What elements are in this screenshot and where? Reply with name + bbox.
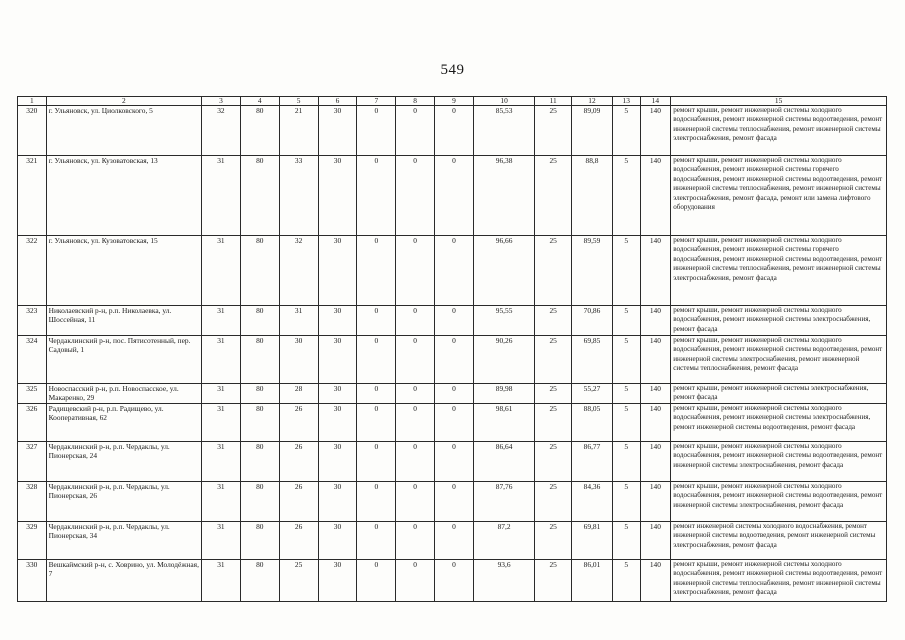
value-cell: 0 bbox=[435, 156, 474, 236]
value-cell: 25 bbox=[535, 156, 572, 236]
value-cell: 80 bbox=[240, 481, 279, 521]
column-header: 7 bbox=[357, 97, 396, 106]
value-cell: 30 bbox=[318, 481, 357, 521]
value-cell: 140 bbox=[640, 559, 671, 601]
value-cell: 33 bbox=[279, 156, 318, 236]
value-cell: 80 bbox=[240, 306, 279, 336]
value-cell: 26 bbox=[279, 403, 318, 441]
value-cell: 30 bbox=[318, 403, 357, 441]
table-row bbox=[18, 559, 887, 601]
value-cell: 25 bbox=[535, 306, 572, 336]
value-cell: 31 bbox=[202, 481, 241, 521]
address-cell: Чердаклинский р-н, р.п. Чердаклы, ул. Пионерская, 34 bbox=[46, 521, 201, 559]
value-cell: 80 bbox=[240, 441, 279, 481]
value-cell: 31 bbox=[202, 403, 241, 441]
value-cell: 140 bbox=[640, 236, 671, 306]
value-cell: 31 bbox=[202, 156, 241, 236]
row-number-cell: 325 bbox=[18, 384, 47, 404]
column-header: 1 bbox=[18, 97, 47, 106]
value-cell: 25 bbox=[535, 336, 572, 384]
value-cell: 0 bbox=[396, 441, 435, 481]
value-cell: 85,53 bbox=[473, 106, 534, 156]
value-cell: 0 bbox=[435, 521, 474, 559]
value-cell: 30 bbox=[318, 384, 357, 404]
value-cell: 55,27 bbox=[572, 384, 613, 404]
value-cell: 0 bbox=[357, 336, 396, 384]
value-cell: 25 bbox=[535, 521, 572, 559]
value-cell: 0 bbox=[435, 336, 474, 384]
value-cell: 80 bbox=[240, 521, 279, 559]
column-header: 2 bbox=[46, 97, 201, 106]
works-cell: ремонт крыши, ремонт инженерной системы холодного водоснабжения, ремонт инженерной системы водоотведения, ремонт инженерной системы теплоснабжения, ремонт инженерной системы электроснабжения, ремонт фасада bbox=[671, 106, 887, 156]
value-cell: 0 bbox=[357, 481, 396, 521]
works-cell: ремонт крыши, ремонт инженерной системы холодного водоснабжения, ремонт инженерной системы горячего водоснабжения, ремонт инженерной системы водоотведения, ремонт инженерной системы теплоснабжения, ремонт инженерной системы электроснабжения, ремонт фасада bbox=[671, 236, 887, 306]
value-cell: 0 bbox=[357, 306, 396, 336]
value-cell: 31 bbox=[202, 236, 241, 306]
address-cell: Чердаклинский р-н, р.п. Чердаклы, ул. Пионерская, 26 bbox=[46, 481, 201, 521]
value-cell: 0 bbox=[357, 156, 396, 236]
value-cell: 0 bbox=[435, 441, 474, 481]
value-cell: 5 bbox=[612, 481, 640, 521]
value-cell: 21 bbox=[279, 106, 318, 156]
value-cell: 26 bbox=[279, 441, 318, 481]
row-number-cell: 324 bbox=[18, 336, 47, 384]
value-cell: 0 bbox=[435, 481, 474, 521]
value-cell: 80 bbox=[240, 156, 279, 236]
value-cell: 87,2 bbox=[473, 521, 534, 559]
value-cell: 0 bbox=[396, 403, 435, 441]
value-cell: 86,77 bbox=[572, 441, 613, 481]
address-cell: Вешкаймский р-н, с. Ховрино, ул. Молодёжная, 7 bbox=[46, 559, 201, 601]
value-cell: 30 bbox=[318, 559, 357, 601]
value-cell: 89,09 bbox=[572, 106, 613, 156]
value-cell: 26 bbox=[279, 521, 318, 559]
value-cell: 5 bbox=[612, 403, 640, 441]
value-cell: 31 bbox=[202, 336, 241, 384]
value-cell: 0 bbox=[396, 156, 435, 236]
value-cell: 140 bbox=[640, 384, 671, 404]
value-cell: 0 bbox=[396, 384, 435, 404]
address-cell: Николаевский р-н, р.п. Николаевка, ул. Шоссейная, 11 bbox=[46, 306, 201, 336]
value-cell: 89,59 bbox=[572, 236, 613, 306]
value-cell: 0 bbox=[435, 403, 474, 441]
value-cell: 28 bbox=[279, 384, 318, 404]
value-cell: 31 bbox=[202, 441, 241, 481]
row-number-cell: 320 bbox=[18, 106, 47, 156]
value-cell: 30 bbox=[318, 521, 357, 559]
value-cell: 93,6 bbox=[473, 559, 534, 601]
value-cell: 140 bbox=[640, 441, 671, 481]
value-cell: 31 bbox=[202, 559, 241, 601]
value-cell: 5 bbox=[612, 236, 640, 306]
capital-repair-table bbox=[17, 96, 887, 602]
column-header: 5 bbox=[279, 97, 318, 106]
table-row bbox=[18, 403, 887, 441]
value-cell: 70,86 bbox=[572, 306, 613, 336]
works-cell: ремонт крыши, ремонт инженерной системы холодного водоснабжения, ремонт инженерной системы водоотведения, ремонт инженерной системы электроснабжения, ремонт фасада bbox=[671, 481, 887, 521]
value-cell: 89,98 bbox=[473, 384, 534, 404]
address-cell: Радищевский р-н, р.п. Радищево, ул. Кооперативная, 62 bbox=[46, 403, 201, 441]
column-header: 15 bbox=[671, 97, 887, 106]
column-header: 6 bbox=[318, 97, 357, 106]
value-cell: 30 bbox=[318, 441, 357, 481]
value-cell: 140 bbox=[640, 403, 671, 441]
value-cell: 0 bbox=[396, 559, 435, 601]
value-cell: 25 bbox=[535, 403, 572, 441]
table-row bbox=[18, 521, 887, 559]
works-cell: ремонт крыши, ремонт инженерной системы холодного водоснабжения, ремонт инженерной системы водоотведения, ремонт инженерной системы электроснабжения, ремонт инженерной системы теплоснабжения, ремонт фасада bbox=[671, 336, 887, 384]
page-number: 549 bbox=[440, 62, 465, 78]
value-cell: 32 bbox=[202, 106, 241, 156]
value-cell: 5 bbox=[612, 384, 640, 404]
table-row bbox=[18, 336, 887, 384]
value-cell: 0 bbox=[435, 106, 474, 156]
works-cell: ремонт крыши, ремонт инженерной системы электроснабжения, ремонт фасада bbox=[671, 384, 887, 404]
address-cell: Чердаклинский р-н, р.п. Чердаклы, ул. Пионерская, 24 bbox=[46, 441, 201, 481]
address-cell: Чердаклинский р-н, пос. Пятисотенный, пер. Садовый, 1 bbox=[46, 336, 201, 384]
value-cell: 88,05 bbox=[572, 403, 613, 441]
value-cell: 80 bbox=[240, 559, 279, 601]
value-cell: 0 bbox=[396, 306, 435, 336]
value-cell: 0 bbox=[396, 481, 435, 521]
value-cell: 86,01 bbox=[572, 559, 613, 601]
works-cell: ремонт инженерной системы холодного водоснабжения, ремонт инженерной системы водоотведения, ремонт инженерной системы электроснабжения, ремонт фасада bbox=[671, 521, 887, 559]
value-cell: 0 bbox=[357, 521, 396, 559]
value-cell: 140 bbox=[640, 306, 671, 336]
value-cell: 86,64 bbox=[473, 441, 534, 481]
works-cell: ремонт крыши, ремонт инженерной системы холодного водоснабжения, ремонт инженерной системы электроснабжения, ремонт фасада bbox=[671, 306, 887, 336]
works-cell: ремонт крыши, ремонт инженерной системы холодного водоснабжения, ремонт инженерной системы электроснабжения, ремонт инженерной системы водоотведения, ремонт фасада bbox=[671, 403, 887, 441]
address-cell: Новоспасский р-н, р.п. Новоспасское, ул. Макаренко, 29 bbox=[46, 384, 201, 404]
value-cell: 25 bbox=[535, 481, 572, 521]
table-row bbox=[18, 481, 887, 521]
works-cell: ремонт крыши, ремонт инженерной системы холодного водоснабжения, ремонт инженерной системы водоотведения, ремонт инженерной системы теплоснабжения, ремонт инженерной системы электроснабжения, ремонт фасада bbox=[671, 559, 887, 601]
column-header: 4 bbox=[240, 97, 279, 106]
row-number-cell: 321 bbox=[18, 156, 47, 236]
value-cell: 80 bbox=[240, 336, 279, 384]
column-header: 12 bbox=[572, 97, 613, 106]
value-cell: 25 bbox=[535, 106, 572, 156]
table-row bbox=[18, 306, 887, 336]
table-row bbox=[18, 106, 887, 156]
row-number-cell: 322 bbox=[18, 236, 47, 306]
row-number-cell: 323 bbox=[18, 306, 47, 336]
value-cell: 31 bbox=[202, 306, 241, 336]
row-number-cell: 328 bbox=[18, 481, 47, 521]
column-header: 11 bbox=[535, 97, 572, 106]
value-cell: 80 bbox=[240, 384, 279, 404]
value-cell: 87,76 bbox=[473, 481, 534, 521]
column-header: 8 bbox=[396, 97, 435, 106]
row-number-cell: 326 bbox=[18, 403, 47, 441]
column-header: 3 bbox=[202, 97, 241, 106]
row-number-cell: 329 bbox=[18, 521, 47, 559]
value-cell: 5 bbox=[612, 559, 640, 601]
address-cell: г. Ульяновск, ул. Кузоватовская, 15 bbox=[46, 236, 201, 306]
value-cell: 80 bbox=[240, 106, 279, 156]
value-cell: 25 bbox=[535, 384, 572, 404]
address-cell: г. Ульяновск, ул. Циолковского, 5 bbox=[46, 106, 201, 156]
value-cell: 25 bbox=[535, 236, 572, 306]
value-cell: 96,38 bbox=[473, 156, 534, 236]
value-cell: 96,66 bbox=[473, 236, 534, 306]
value-cell: 0 bbox=[435, 306, 474, 336]
value-cell: 0 bbox=[396, 521, 435, 559]
value-cell: 25 bbox=[535, 559, 572, 601]
column-header: 10 bbox=[473, 97, 534, 106]
value-cell: 0 bbox=[435, 236, 474, 306]
value-cell: 31 bbox=[202, 384, 241, 404]
value-cell: 95,55 bbox=[473, 306, 534, 336]
value-cell: 5 bbox=[612, 521, 640, 559]
row-number-cell: 327 bbox=[18, 441, 47, 481]
value-cell: 0 bbox=[396, 106, 435, 156]
value-cell: 0 bbox=[357, 403, 396, 441]
value-cell: 140 bbox=[640, 106, 671, 156]
value-cell: 140 bbox=[640, 336, 671, 384]
value-cell: 80 bbox=[240, 403, 279, 441]
value-cell: 30 bbox=[318, 156, 357, 236]
value-cell: 30 bbox=[318, 106, 357, 156]
value-cell: 0 bbox=[357, 236, 396, 306]
value-cell: 140 bbox=[640, 156, 671, 236]
value-cell: 90,26 bbox=[473, 336, 534, 384]
address-cell: г. Ульяновск, ул. Кузоватовская, 13 bbox=[46, 156, 201, 236]
value-cell: 88,8 bbox=[572, 156, 613, 236]
value-cell: 25 bbox=[535, 441, 572, 481]
value-cell: 140 bbox=[640, 481, 671, 521]
value-cell: 5 bbox=[612, 441, 640, 481]
value-cell: 31 bbox=[202, 521, 241, 559]
value-cell: 30 bbox=[318, 306, 357, 336]
row-number-cell: 330 bbox=[18, 559, 47, 601]
value-cell: 5 bbox=[612, 336, 640, 384]
value-cell: 31 bbox=[279, 306, 318, 336]
value-cell: 0 bbox=[357, 106, 396, 156]
table-row bbox=[18, 441, 887, 481]
table-row bbox=[18, 384, 887, 404]
works-cell: ремонт крыши, ремонт инженерной системы холодного водоснабжения, ремонт инженерной системы водоотведения, ремонт инженерной системы электроснабжения, ремонт фасада bbox=[671, 441, 887, 481]
value-cell: 25 bbox=[279, 559, 318, 601]
value-cell: 0 bbox=[435, 559, 474, 601]
value-cell: 98,61 bbox=[473, 403, 534, 441]
value-cell: 0 bbox=[357, 559, 396, 601]
value-cell: 30 bbox=[279, 336, 318, 384]
column-header: 13 bbox=[612, 97, 640, 106]
value-cell: 32 bbox=[279, 236, 318, 306]
column-number-row bbox=[18, 97, 887, 106]
table-row bbox=[18, 236, 887, 306]
value-cell: 30 bbox=[318, 236, 357, 306]
value-cell: 26 bbox=[279, 481, 318, 521]
value-cell: 0 bbox=[396, 236, 435, 306]
value-cell: 69,85 bbox=[572, 336, 613, 384]
works-cell: ремонт крыши, ремонт инженерной системы холодного водоснабжения, ремонт инженерной системы горячего водоснабжения, ремонт инженерной системы водоотведения, ремонт инженерной системы теплоснабжения, ремонт инженерной системы электроснабжения, ремонт фасада, ремонт или замена лифтового оборудования bbox=[671, 156, 887, 236]
column-header: 9 bbox=[435, 97, 474, 106]
value-cell: 5 bbox=[612, 106, 640, 156]
value-cell: 0 bbox=[435, 384, 474, 404]
value-cell: 5 bbox=[612, 156, 640, 236]
column-header: 14 bbox=[640, 97, 671, 106]
value-cell: 84,36 bbox=[572, 481, 613, 521]
value-cell: 0 bbox=[357, 384, 396, 404]
table-row bbox=[18, 156, 887, 236]
value-cell: 140 bbox=[640, 521, 671, 559]
value-cell: 0 bbox=[396, 336, 435, 384]
value-cell: 80 bbox=[240, 236, 279, 306]
value-cell: 30 bbox=[318, 336, 357, 384]
value-cell: 0 bbox=[357, 441, 396, 481]
value-cell: 69,81 bbox=[572, 521, 613, 559]
value-cell: 5 bbox=[612, 306, 640, 336]
